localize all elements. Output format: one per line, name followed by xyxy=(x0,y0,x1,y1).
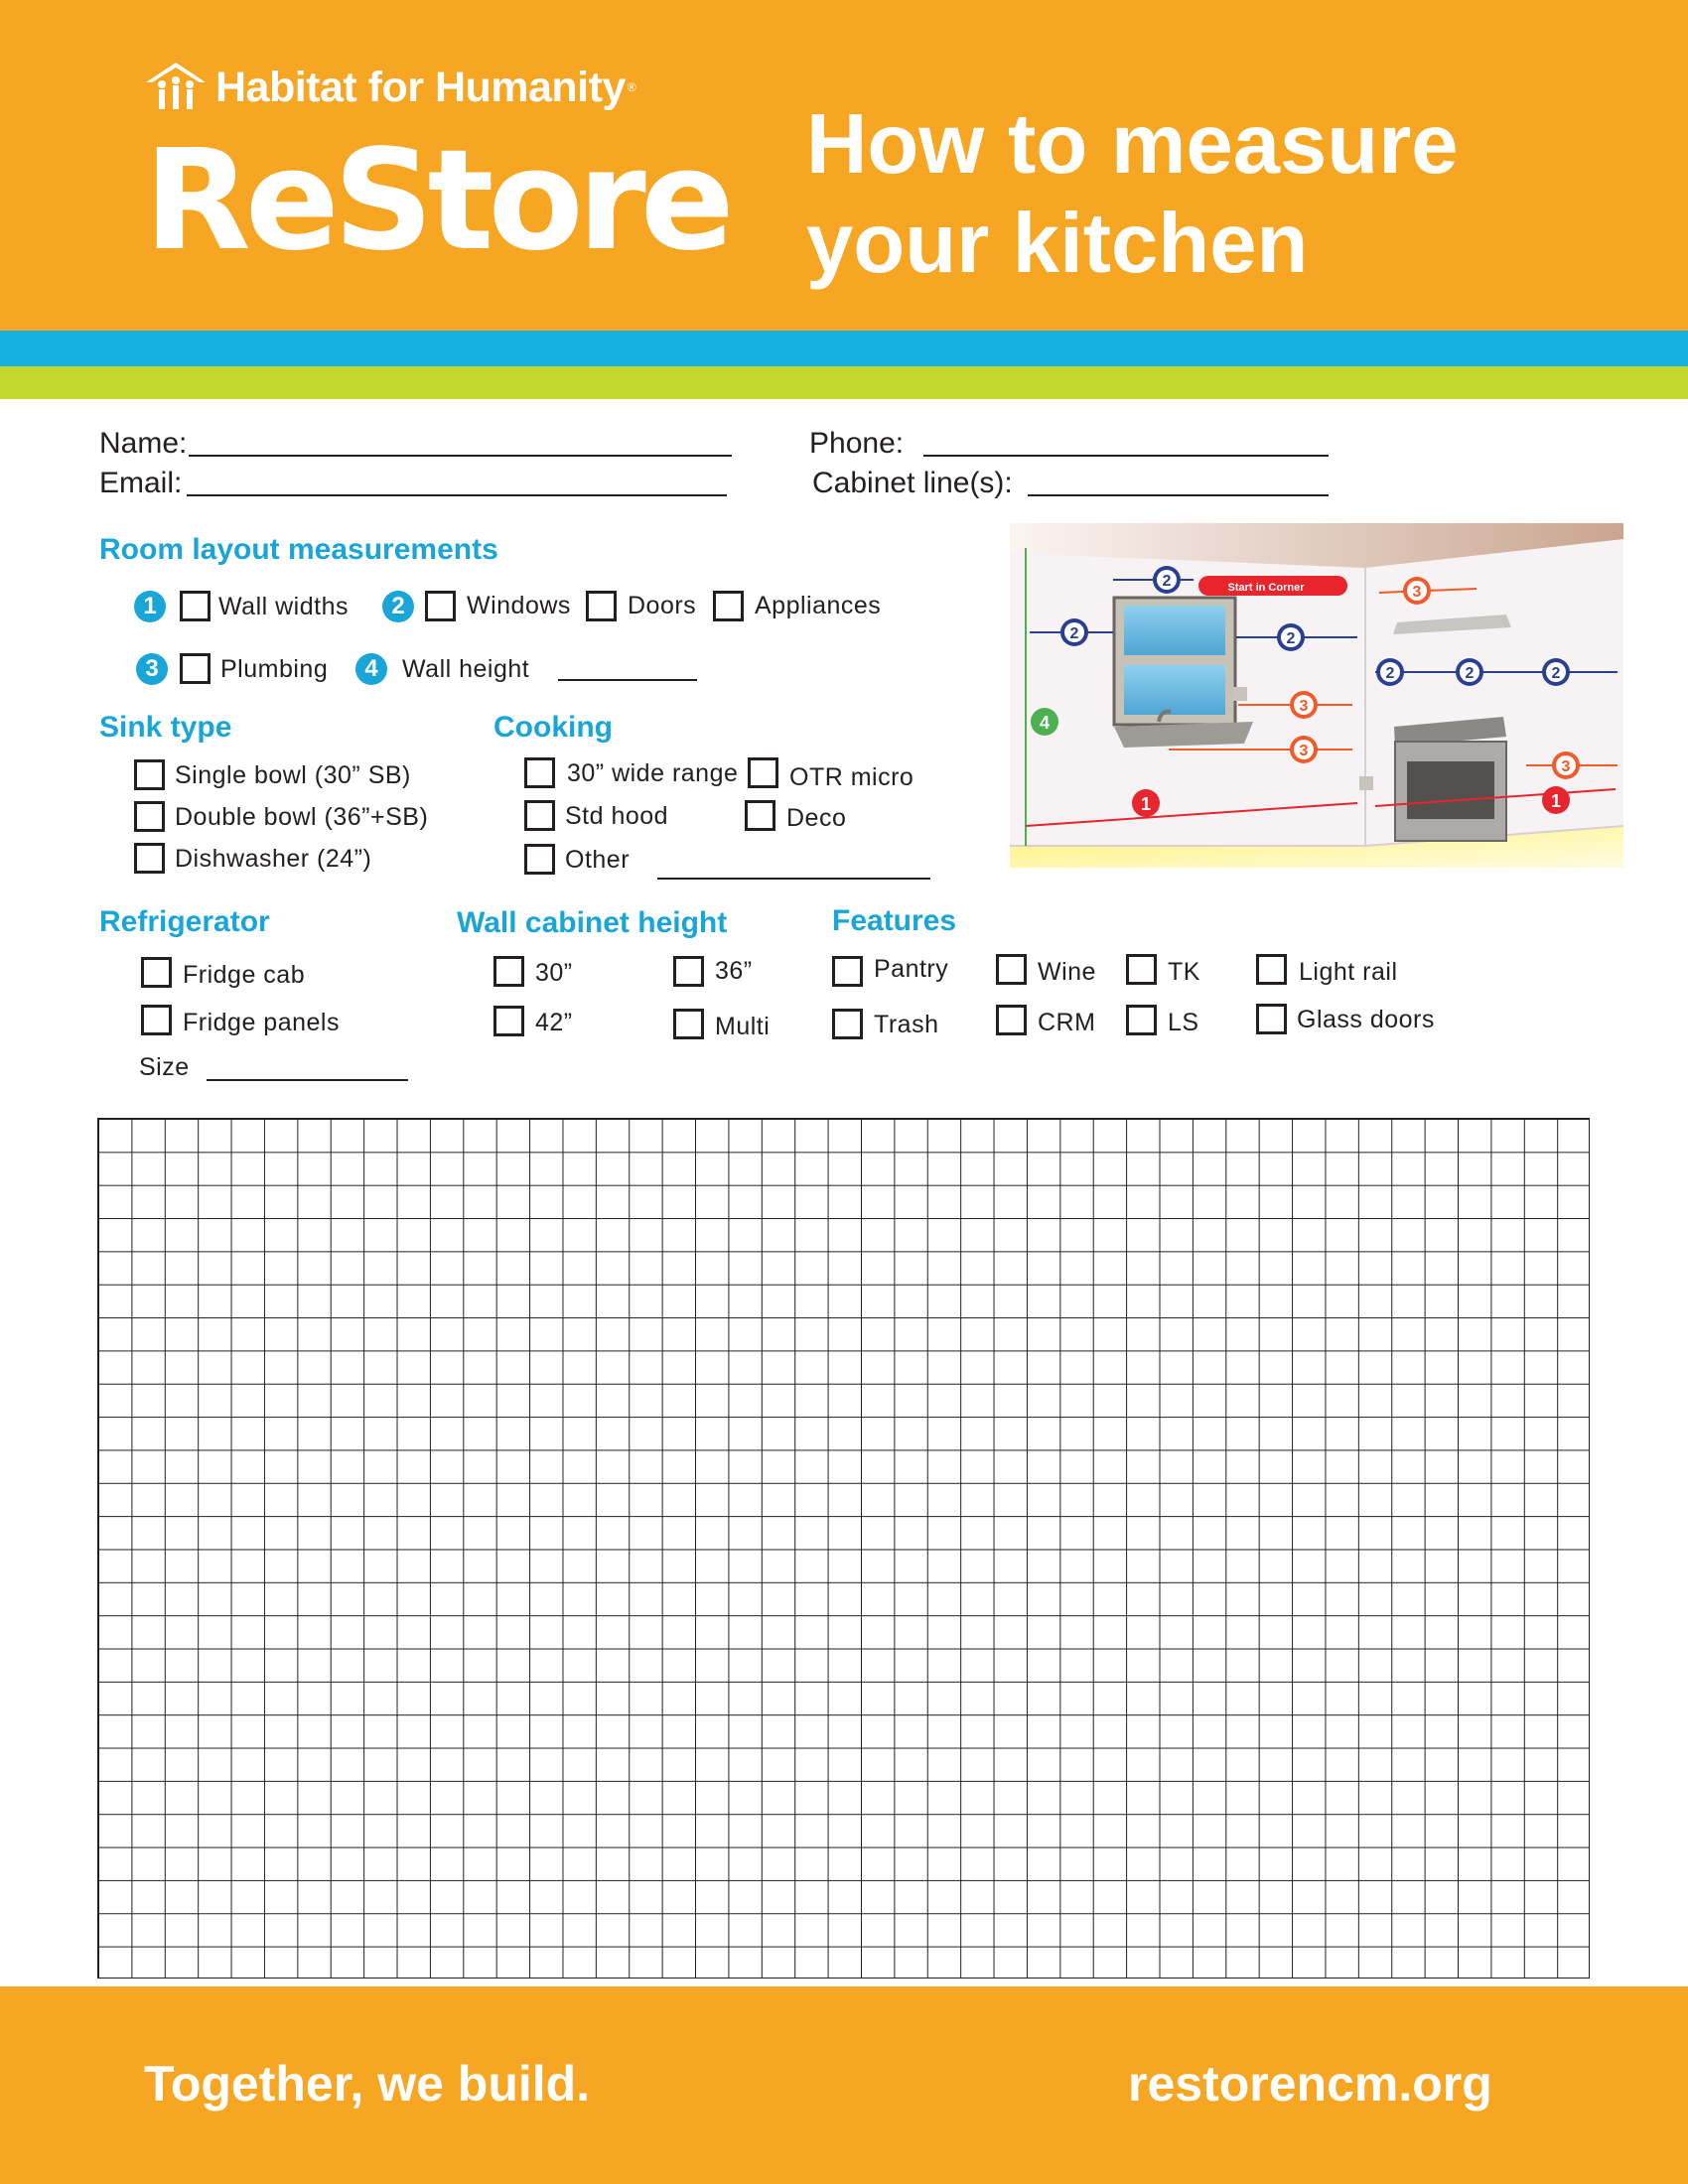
doors-label: Doors xyxy=(628,592,697,619)
cabinet-42-label: 42” xyxy=(535,1009,573,1036)
double-bowl-label: Double bowl (36”+SB) xyxy=(175,803,429,831)
svg-text:3: 3 xyxy=(1299,698,1309,715)
svg-text:2: 2 xyxy=(1162,573,1172,590)
wall-widths-label: Wall widths xyxy=(218,593,349,620)
other-field[interactable] xyxy=(657,878,930,880)
footer-tagline: Together, we build. xyxy=(144,2056,591,2112)
fridge-cab-checkbox[interactable] xyxy=(141,957,172,988)
sink-type-title: Sink type xyxy=(99,711,232,744)
svg-text:3: 3 xyxy=(1561,758,1571,775)
cabinet-36-label: 36” xyxy=(715,957,753,985)
title-line-1: How to measure xyxy=(806,97,1459,192)
cabinet-multi-checkbox[interactable] xyxy=(673,1009,704,1039)
double-bowl-checkbox[interactable] xyxy=(134,801,165,832)
std-hood-checkbox[interactable] xyxy=(524,800,555,831)
habitat-logo: Habitat for Humanity ® xyxy=(144,58,636,117)
wall-height-label: Wall height xyxy=(402,655,530,683)
refrigerator-title: Refrigerator xyxy=(99,905,270,938)
green-stripe xyxy=(0,366,1688,399)
appliances-checkbox[interactable] xyxy=(713,591,744,621)
trash-checkbox[interactable] xyxy=(832,1009,863,1039)
otr-micro-label: OTR micro xyxy=(789,763,914,791)
phone-field[interactable] xyxy=(923,455,1329,457)
glass-doors-checkbox[interactable] xyxy=(1256,1004,1287,1034)
kitchen-measurement-diagram xyxy=(1010,523,1623,868)
svg-text:1: 1 xyxy=(1550,791,1562,811)
number-badge-3: 3 xyxy=(136,653,168,685)
other-checkbox[interactable] xyxy=(524,844,555,875)
fridge-size-label: Size xyxy=(139,1053,190,1081)
svg-text:2: 2 xyxy=(1465,665,1475,682)
wide-range-checkbox[interactable] xyxy=(524,757,555,788)
fridge-size-field[interactable] xyxy=(207,1079,408,1081)
features-title: Features xyxy=(832,904,957,937)
cabinet-30-label: 30” xyxy=(535,959,573,987)
tk-checkbox[interactable] xyxy=(1126,954,1157,985)
ls-checkbox[interactable] xyxy=(1126,1005,1157,1035)
email-field[interactable] xyxy=(187,494,727,496)
wall-cabinet-title: Wall cabinet height xyxy=(457,906,728,939)
svg-text:3: 3 xyxy=(1412,584,1422,601)
restore-wordmark: ReStore xyxy=(144,120,729,282)
page-title xyxy=(806,95,1459,294)
habitat-people-icon xyxy=(144,61,208,114)
wall-height-field[interactable] xyxy=(558,679,697,681)
windows-label: Windows xyxy=(467,592,571,619)
wine-label: Wine xyxy=(1038,958,1096,986)
dishwasher-checkbox[interactable] xyxy=(134,843,165,874)
other-label: Other xyxy=(565,846,631,874)
deco-label: Deco xyxy=(786,804,847,832)
number-badge-2: 2 xyxy=(382,591,414,622)
graph-paper-grid[interactable] xyxy=(97,1118,1590,1979)
cabinet-line-label: Cabinet line(s): xyxy=(812,467,1013,499)
number-badge-4: 4 xyxy=(355,653,387,685)
fridge-cab-label: Fridge cab xyxy=(183,961,306,989)
svg-text:3: 3 xyxy=(1299,743,1309,759)
svg-text:2: 2 xyxy=(1551,665,1561,682)
cooking-title: Cooking xyxy=(493,711,613,744)
ls-label: LS xyxy=(1168,1009,1199,1036)
footer-url[interactable]: restorencm.org xyxy=(1128,2056,1492,2112)
org-name: Habitat for Humanity xyxy=(215,63,626,111)
light-rail-checkbox[interactable] xyxy=(1256,954,1287,985)
cabinet-multi-label: Multi xyxy=(715,1013,771,1040)
svg-text:2: 2 xyxy=(1069,625,1079,642)
number-badge-1: 1 xyxy=(134,591,166,622)
light-rail-label: Light rail xyxy=(1299,958,1398,986)
fridge-panels-checkbox[interactable] xyxy=(141,1005,172,1035)
crm-checkbox[interactable] xyxy=(996,1005,1027,1035)
trash-label: Trash xyxy=(874,1011,939,1038)
doors-checkbox[interactable] xyxy=(586,591,617,621)
email-label: Email: xyxy=(99,467,183,499)
title-line-2: your kitchen xyxy=(806,197,1309,291)
std-hood-label: Std hood xyxy=(565,802,669,830)
phone-label: Phone: xyxy=(809,427,905,460)
svg-text:1: 1 xyxy=(1140,794,1152,814)
windows-checkbox[interactable] xyxy=(425,591,456,621)
name-field[interactable] xyxy=(189,455,732,457)
single-bowl-label: Single bowl (30” SB) xyxy=(175,761,411,789)
appliances-label: Appliances xyxy=(755,592,882,619)
plumbing-checkbox[interactable] xyxy=(180,653,211,684)
tk-label: TK xyxy=(1168,958,1200,986)
wide-range-label: 30” wide range xyxy=(567,759,739,787)
cabinet-36-checkbox[interactable] xyxy=(673,956,704,987)
otr-micro-checkbox[interactable] xyxy=(748,757,778,788)
wine-checkbox[interactable] xyxy=(996,954,1027,985)
svg-text:2: 2 xyxy=(1286,630,1296,647)
room-layout-title: Room layout measurements xyxy=(99,533,498,566)
crm-label: CRM xyxy=(1038,1009,1096,1036)
name-label: Name: xyxy=(99,427,188,460)
fridge-panels-label: Fridge panels xyxy=(183,1009,340,1036)
dishwasher-label: Dishwasher (24”) xyxy=(175,845,372,873)
deco-checkbox[interactable] xyxy=(745,800,775,831)
start-in-corner-label: Start in Corner xyxy=(1227,582,1305,594)
single-bowl-checkbox[interactable] xyxy=(134,759,165,790)
svg-text:2: 2 xyxy=(1385,665,1395,682)
glass-doors-label: Glass doors xyxy=(1297,1006,1435,1033)
cabinet-42-checkbox[interactable] xyxy=(493,1006,524,1036)
plumbing-label: Plumbing xyxy=(220,655,329,683)
svg-text:4: 4 xyxy=(1039,713,1051,733)
blue-stripe xyxy=(0,331,1688,366)
cabinet-30-checkbox[interactable] xyxy=(493,956,524,987)
wall-widths-checkbox[interactable] xyxy=(180,591,211,621)
pantry-checkbox[interactable] xyxy=(832,956,863,987)
pantry-label: Pantry xyxy=(874,955,949,983)
cabinet-line-field[interactable] xyxy=(1028,494,1329,496)
